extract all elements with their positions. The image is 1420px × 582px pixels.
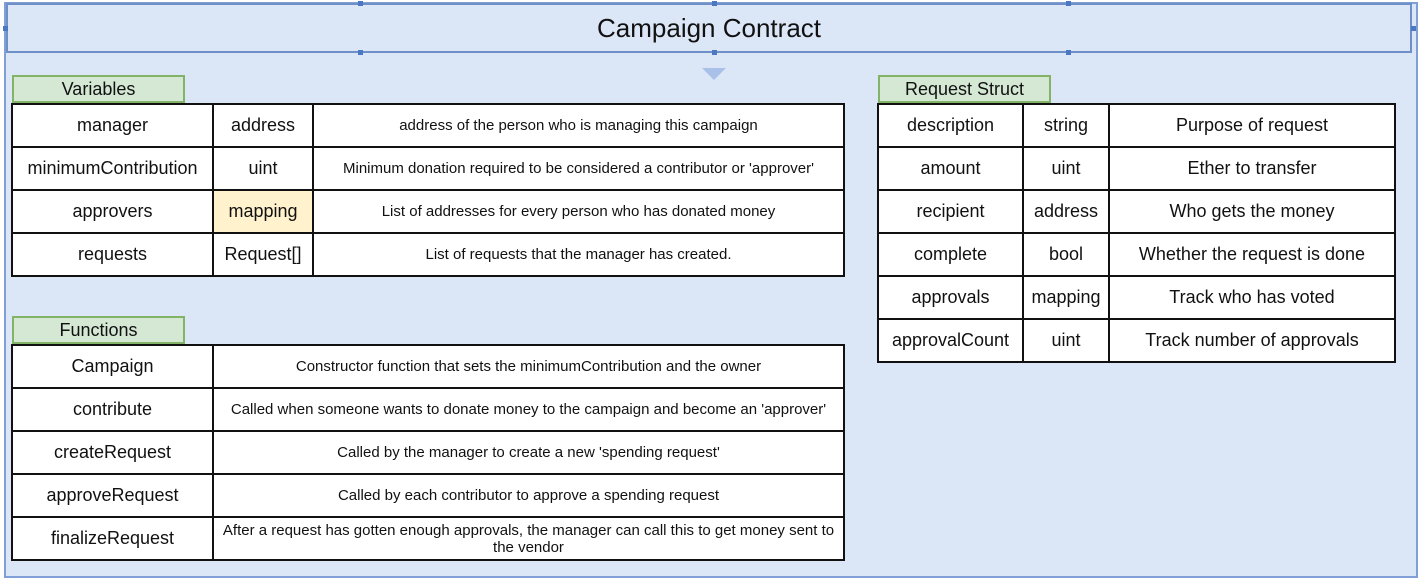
variable-type[interactable]: address xyxy=(213,104,313,147)
field-name[interactable]: recipient xyxy=(878,190,1023,233)
field-type[interactable]: string xyxy=(1023,104,1109,147)
function-description[interactable]: After a request has gotten enough approvals, the manager can call this to get money sent to the vendor xyxy=(213,517,844,560)
variables-table xyxy=(11,103,845,277)
selection-handle[interactable] xyxy=(712,1,717,6)
table-row xyxy=(12,345,844,388)
field-name[interactable]: amount xyxy=(878,147,1023,190)
field-name[interactable]: description xyxy=(878,104,1023,147)
variable-description[interactable]: address of the person who is managing this campaign xyxy=(313,104,844,147)
selection-handle[interactable] xyxy=(1411,26,1416,31)
field-description[interactable]: Purpose of request xyxy=(1109,104,1395,147)
variable-type[interactable]: Request[] xyxy=(213,233,313,276)
drop-target-arrow xyxy=(702,68,726,80)
table-row xyxy=(12,190,844,233)
variable-description[interactable]: Minimum donation required to be considered a contributor or 'approver' xyxy=(313,147,844,190)
variables-label[interactable]: Variables xyxy=(12,75,185,103)
selection-handle[interactable] xyxy=(1066,1,1071,6)
field-type[interactable]: bool xyxy=(1023,233,1109,276)
table-row xyxy=(878,104,1395,147)
table-row xyxy=(878,319,1395,362)
table-row xyxy=(12,474,844,517)
selection-handle[interactable] xyxy=(712,50,717,55)
request-struct-label[interactable]: Request Struct xyxy=(878,75,1051,103)
diagram-title-box[interactable] xyxy=(6,3,1412,53)
variable-description[interactable]: List of requests that the manager has created. xyxy=(313,233,844,276)
field-type[interactable]: address xyxy=(1023,190,1109,233)
table-row xyxy=(12,517,844,560)
field-name[interactable]: complete xyxy=(878,233,1023,276)
function-name[interactable]: Campaign xyxy=(12,345,213,388)
table-row xyxy=(878,147,1395,190)
variable-type[interactable]: uint xyxy=(213,147,313,190)
variable-name[interactable]: requests xyxy=(12,233,213,276)
table-row xyxy=(12,233,844,276)
field-name[interactable]: approvalCount xyxy=(878,319,1023,362)
table-row xyxy=(12,104,844,147)
functions-label[interactable]: Functions xyxy=(12,316,185,344)
field-description[interactable]: Ether to transfer xyxy=(1109,147,1395,190)
function-name[interactable]: contribute xyxy=(12,388,213,431)
table-row xyxy=(878,233,1395,276)
table-row xyxy=(878,276,1395,319)
field-description[interactable]: Track who has voted xyxy=(1109,276,1395,319)
field-description[interactable]: Track number of approvals xyxy=(1109,319,1395,362)
functions-table xyxy=(11,344,845,561)
function-description[interactable]: Called by the manager to create a new 'spending request' xyxy=(213,431,844,474)
function-name[interactable]: createRequest xyxy=(12,431,213,474)
variable-name[interactable]: minimumContribution xyxy=(12,147,213,190)
function-name[interactable]: finalizeRequest xyxy=(12,517,213,560)
table-row xyxy=(12,147,844,190)
variable-type-highlighted[interactable]: mapping xyxy=(213,190,313,233)
selection-handle[interactable] xyxy=(1066,50,1071,55)
selection-handle[interactable] xyxy=(358,50,363,55)
field-type[interactable]: mapping xyxy=(1023,276,1109,319)
request-struct-table xyxy=(877,103,1396,363)
function-description[interactable]: Called by each contributor to approve a spending request xyxy=(213,474,844,517)
field-description[interactable]: Who gets the money xyxy=(1109,190,1395,233)
diagram-title: Campaign Contract xyxy=(597,12,821,43)
function-name[interactable]: approveRequest xyxy=(12,474,213,517)
variable-description[interactable]: List of addresses for every person who has donated money xyxy=(313,190,844,233)
function-description[interactable]: Called when someone wants to donate money to the campaign and become an 'approver' xyxy=(213,388,844,431)
table-row xyxy=(12,388,844,431)
table-row xyxy=(12,431,844,474)
variable-name[interactable]: approvers xyxy=(12,190,213,233)
table-row xyxy=(878,190,1395,233)
selection-handle[interactable] xyxy=(358,1,363,6)
field-description[interactable]: Whether the request is done xyxy=(1109,233,1395,276)
variable-name[interactable]: manager xyxy=(12,104,213,147)
field-name[interactable]: approvals xyxy=(878,276,1023,319)
selection-handle[interactable] xyxy=(3,26,8,31)
field-type[interactable]: uint xyxy=(1023,319,1109,362)
function-description[interactable]: Constructor function that sets the minimumContribution and the owner xyxy=(213,345,844,388)
field-type[interactable]: uint xyxy=(1023,147,1109,190)
